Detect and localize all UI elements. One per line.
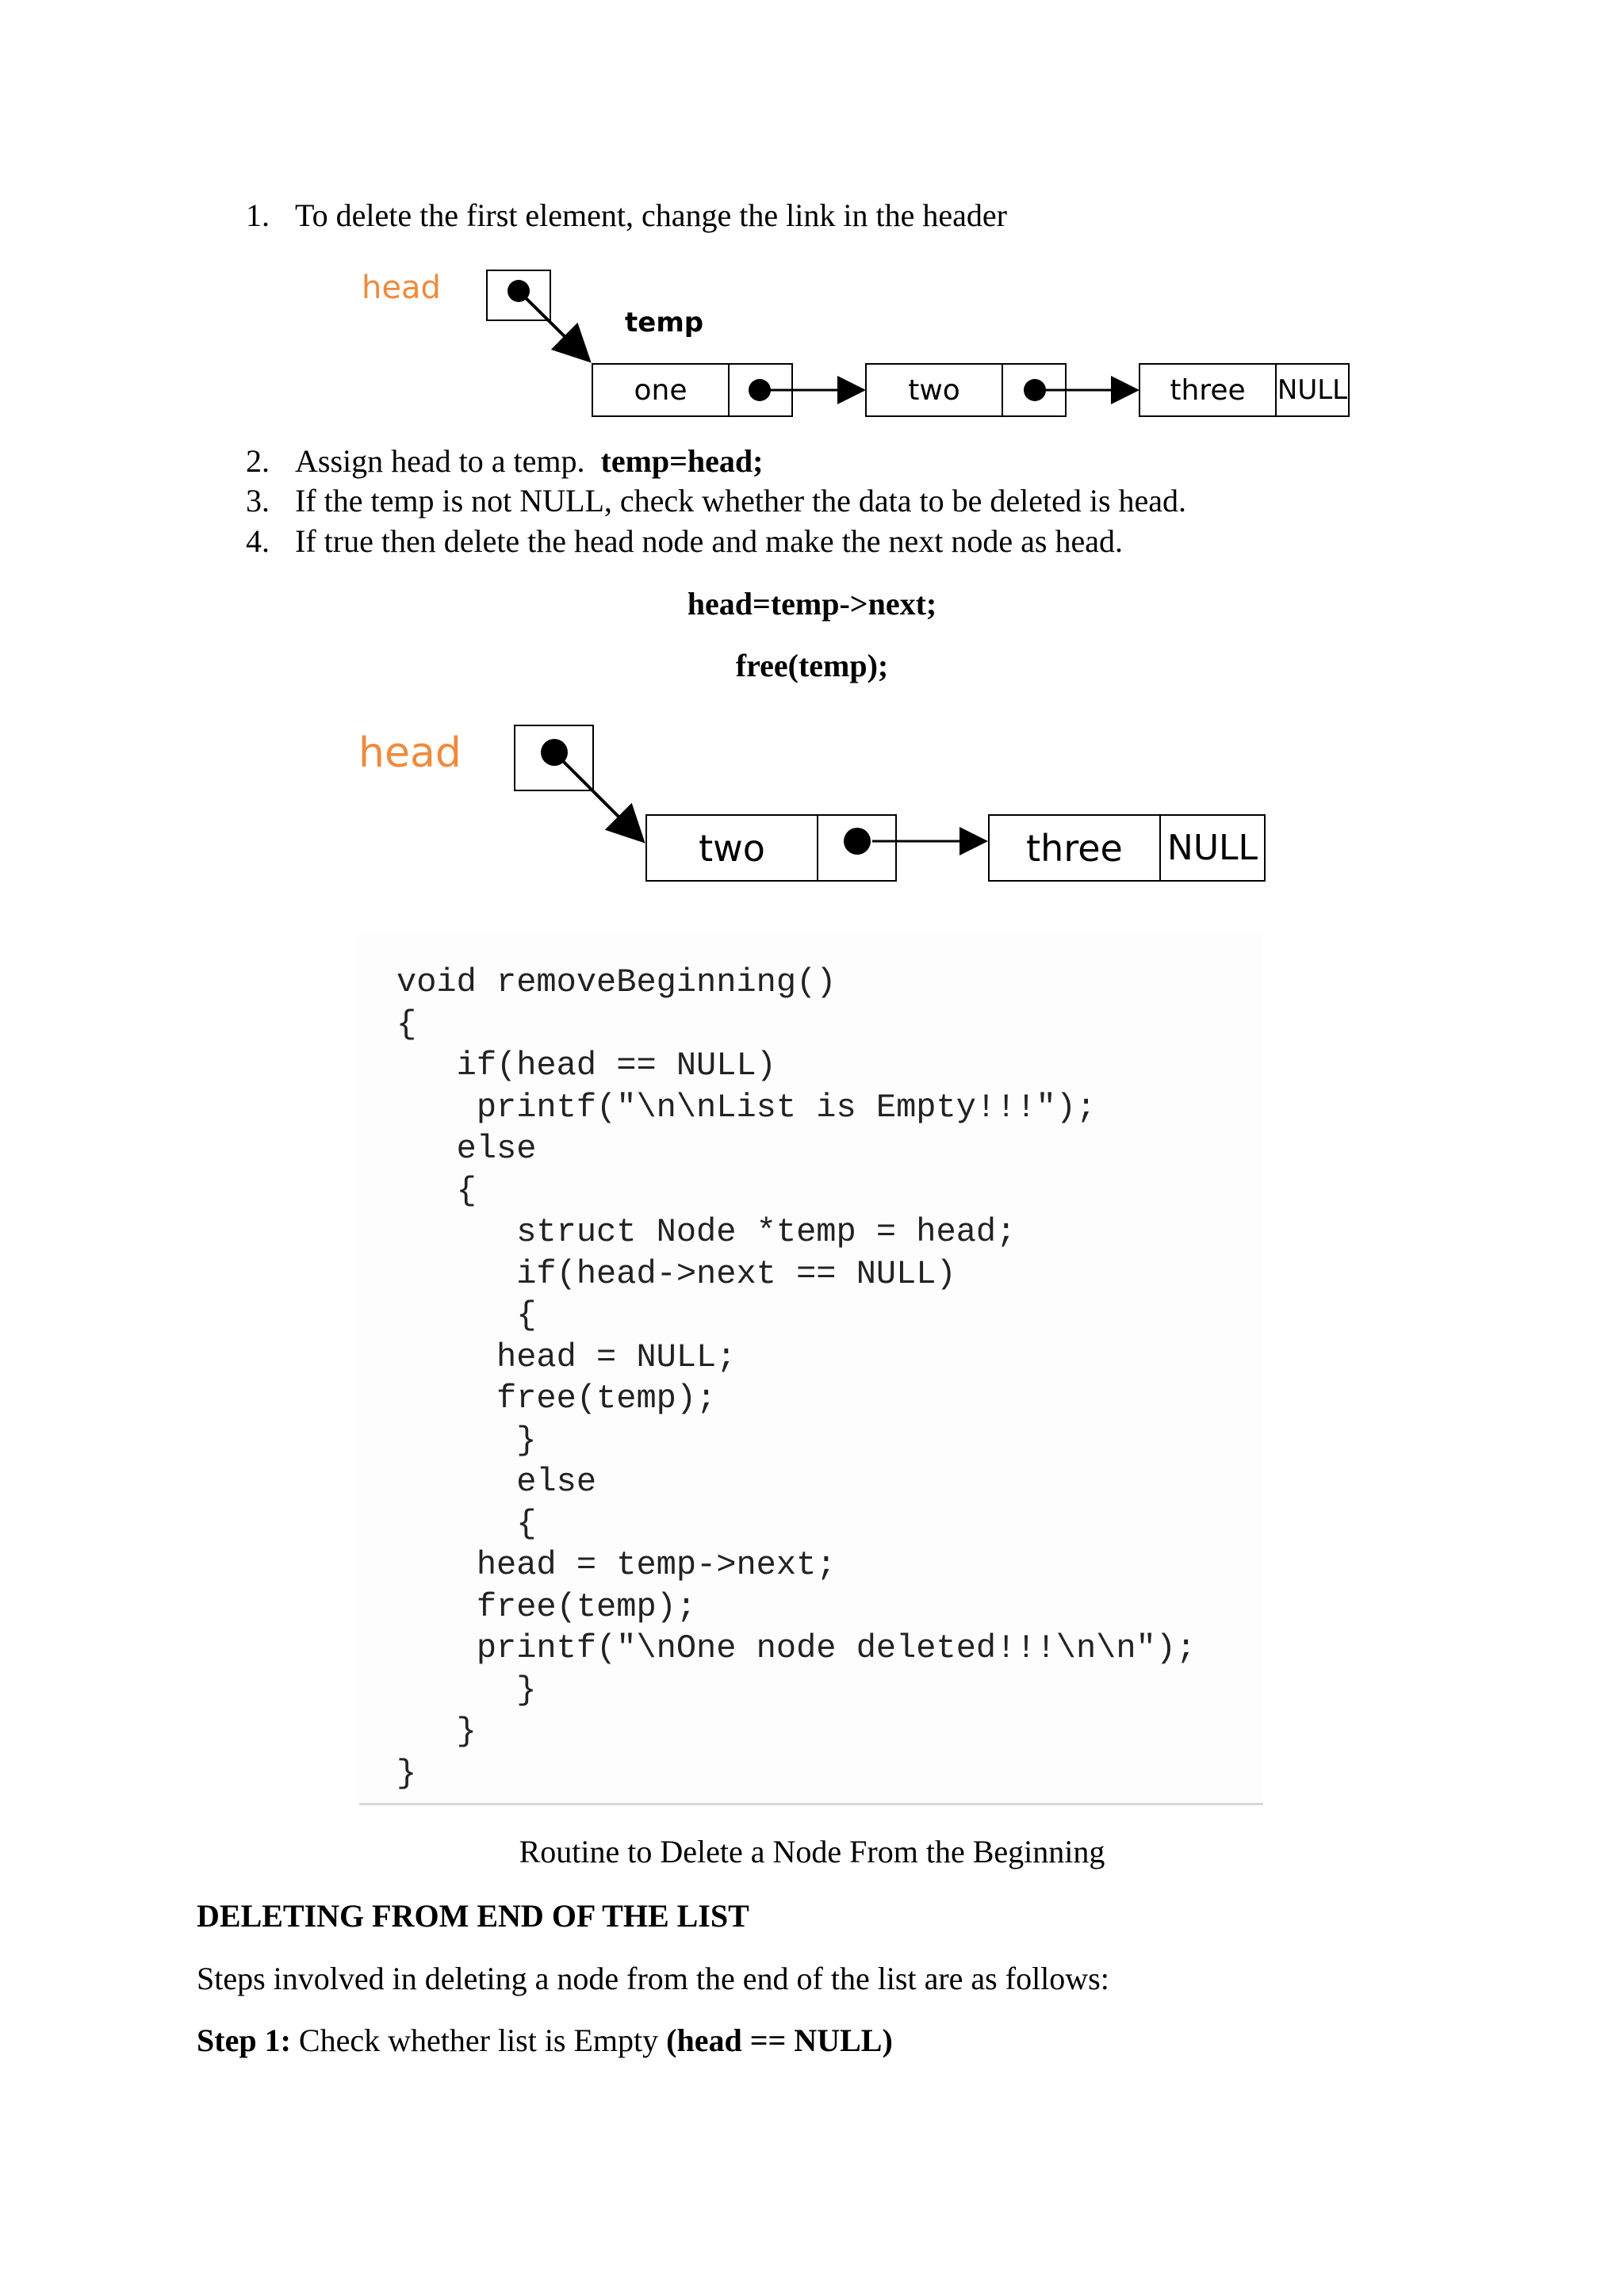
list-number: 3.: [246, 483, 270, 519]
node-data-cell: three: [988, 814, 1161, 882]
head-label: head: [362, 270, 441, 306]
code-line: {: [396, 1505, 537, 1543]
list-item-text: To delete the first element, change the link in the header: [295, 197, 1007, 233]
code-line: {: [396, 1296, 537, 1334]
node-data-cell: two: [645, 814, 818, 882]
code-line: if(head == NULL): [396, 1047, 776, 1085]
code-line: {: [396, 1005, 417, 1043]
null-cell: NULL: [1159, 814, 1266, 882]
figure-caption: Routine to Delete a Node From the Beginning: [519, 1834, 1105, 1869]
code-line: head = temp->next;: [396, 1546, 837, 1584]
code-line: {: [396, 1172, 477, 1210]
code-line: head = NULL;: [396, 1338, 737, 1376]
list-item-text: [295, 442, 764, 480]
code-line: free(temp);: [396, 1380, 717, 1418]
list-number: 2.: [246, 443, 270, 479]
code-line: }: [396, 1671, 537, 1709]
code-line: else: [396, 1463, 597, 1501]
centered-code-line: head=temp->next;: [687, 586, 937, 622]
section-heading: DELETING FROM END OF THE LIST: [197, 1898, 749, 1934]
step-text: Check whether list is Empty: [298, 2022, 659, 2058]
code-line: free(temp);: [396, 1588, 697, 1626]
node-data-cell: two: [865, 363, 1003, 417]
code-line: printf("\nOne node deleted!!!\n\n");: [396, 1629, 1197, 1667]
step-label: Step 1:: [197, 2022, 291, 2058]
node-data-cell: one: [592, 363, 730, 417]
head-to-node-arrow: [553, 752, 641, 839]
code-line: }: [396, 1712, 477, 1751]
temp-label: temp: [625, 307, 704, 339]
step-code: (head == NULL): [666, 2022, 893, 2058]
null-cell: NULL: [1275, 363, 1350, 417]
head-label: head: [358, 729, 462, 777]
code-line: printf("\n\nList is Empty!!!");: [396, 1089, 1097, 1127]
code-line: [396, 962, 837, 1003]
intro-paragraph: Steps involved in deleting a node from the end of the list are as follows:: [197, 1961, 1109, 1996]
code-line: if(head->next == NULL): [396, 1255, 956, 1293]
code-line: }: [396, 1422, 537, 1460]
centered-code-line: free(temp);: [735, 648, 889, 683]
code-line: else: [396, 1130, 537, 1168]
head-to-node-arrow: [519, 291, 587, 358]
list-number: 4.: [246, 523, 270, 559]
node-data-cell: three: [1139, 363, 1277, 417]
inline-code: temp=head;: [600, 443, 764, 479]
code-line: struct Node *temp = head;: [396, 1213, 1017, 1251]
list-item-text: If the temp is not NULL, check whether the data to be deleted is head.: [295, 483, 1187, 519]
list-item-text-plain: Assign head to a temp.: [295, 443, 585, 479]
diagram-arrows: [0, 698, 1624, 904]
code-line: }: [396, 1755, 417, 1793]
list-number: 1.: [246, 197, 270, 233]
list-item-text: If true then delete the head node and make the next node as head.: [295, 523, 1124, 559]
step-1: [197, 2022, 893, 2060]
code-text: void removeBeginning(): [396, 963, 837, 1001]
